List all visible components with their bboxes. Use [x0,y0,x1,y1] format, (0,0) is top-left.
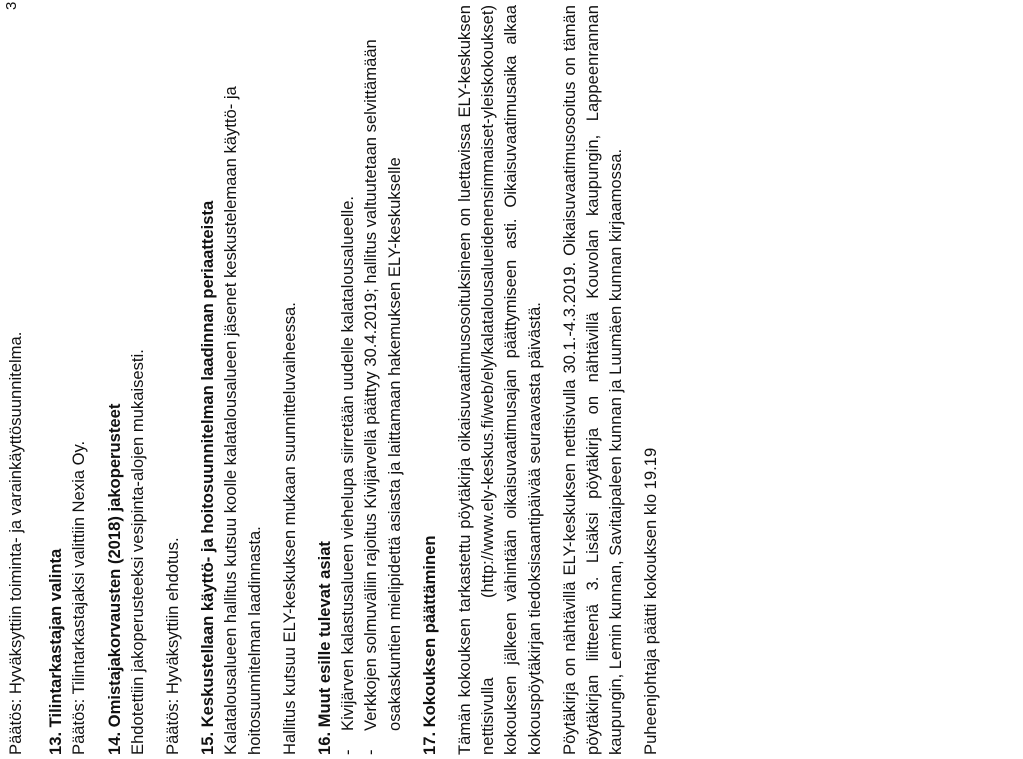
section-heading: 14. Omistajakorvausten (2018) jakoperusteet [104,403,124,755]
section-heading: 16. Muut esille tulevat asiat [315,541,335,755]
spacer [184,5,196,755]
dash-bullet-icon: - [338,749,358,755]
page-number: 3 [3,1,20,10]
paragraph: Tämän kokouksen tarkastettu pöytäkirja oikaisuvaatimusosoituksineen on luettavissa ELY-keskuksen nettisivulla (http://www.ely-keskus.fi/web/ely/kalatalousalueidenensimmaiset-yleiskokoukset) kokouksen jälkeen vähintään oikaisuvaatimusajan päättymiseen asti. Oikaisuvaatimusaika alkaa kokouspöytäkirjan tiedoksisaantipäivää seuraavasta päivästä. [455,5,544,755]
dash-bullet-icon: - [361,749,381,755]
paragraph: Ehdotettiin jakoperusteeksi vesipinta-alojen mukaisesti. [127,349,147,755]
document-body [4,5,663,755]
spacer [27,5,44,755]
paragraph: Puheenjohtaja päätti kokouksen klo 19.19 [641,447,661,755]
section-heading: 17. Kokouksen päättäminen [419,535,439,755]
section-heading: 13. Tilintarkastajan valinta [46,548,66,755]
spacer [301,5,313,755]
list-item [336,5,359,755]
paragraph: Kalatalousalueen hallitus kutsuu koolle kalatalousalueen jäsenet keskustelemaan käyttö- ja hoitosuunnitelman laadinnasta. [221,86,264,755]
spacer [546,5,558,755]
paragraph: Päätös: Tilintarkastajaksi valittiin Nexia Oy. [69,440,89,755]
paragraph: Päätös: Hyväksyttiin toiminta- ja varainkäyttösuunnitelma. [6,331,25,755]
spacer [266,5,278,755]
spacer [441,5,453,755]
spacer [627,5,639,755]
dash-list [336,5,406,755]
paragraph: Päätös: Hyväksyttiin ehdotus. [163,537,183,755]
section-heading: 15. Keskustellaan käyttö- ja hoitosuunnitelman laadinnan periaatteista [198,200,218,755]
paragraph: Hallitus kutsuu ELY-keskuksen mukaan suunnitteluvaiheessa. [279,302,299,755]
list-item-text: Kivijärven kalastusalueen viehelupa siirretään uudelle kalatalousalueelle. [338,195,358,731]
spacer [91,5,103,755]
spacer [149,5,161,755]
spacer [406,5,418,755]
paragraph: Pöytäkirja on nähtävillä ELY-keskuksen nettisivulla 30.1.-4.3.2019. Oikaisuvaatimusosoitus on tämän pöytäkirjan liitteenä 3. Lisäksi pöytäkirja on nähtävillä Kouvolan kaupungin, Lappeenrannan kaupungin, Lemin kunnan, Savitaipaleen kunnan ja Luumäen kunnan kirjaamossa. [559,5,626,755]
list-item [359,5,405,755]
list-item-text: Verkkojen solmuväliin rajoitus Kivijärvellä päättyy 30.4.2019; hallitus valtuutetaan selvittämään osakaskuntien mielipidettä asiasta ja laittamaan hakemuksen ELY-keskukselle [361,39,404,731]
